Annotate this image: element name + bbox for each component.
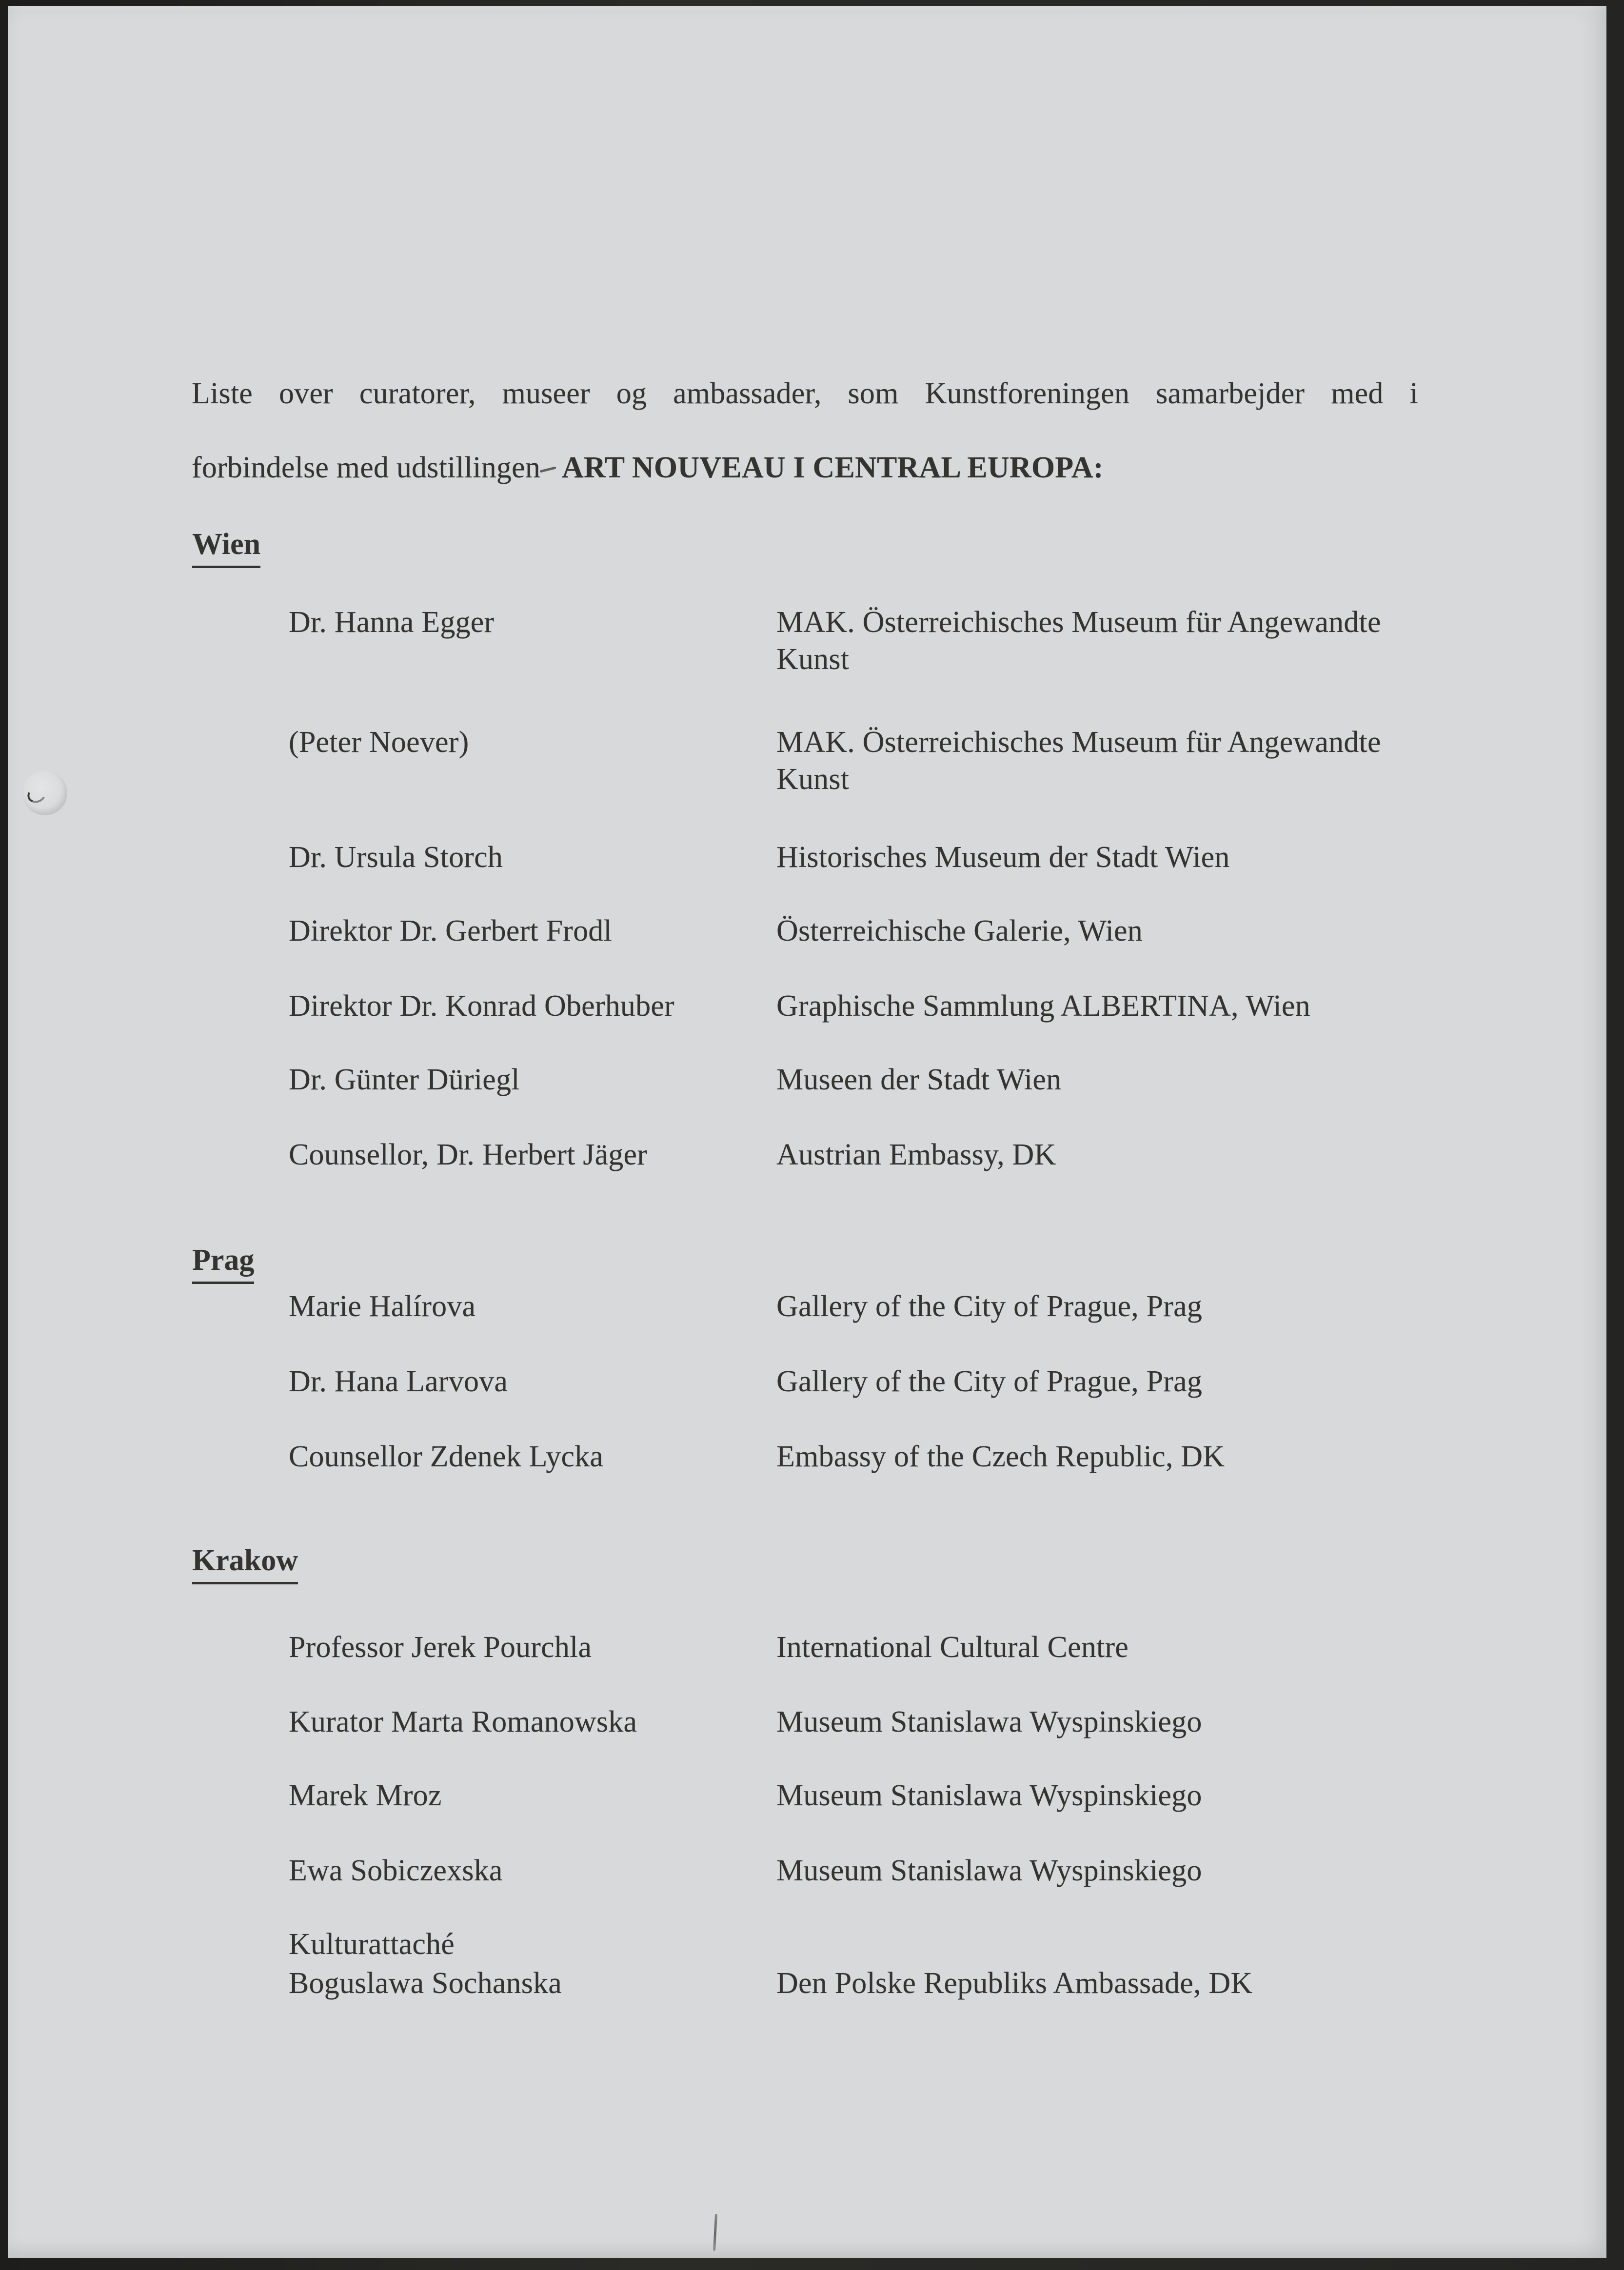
entry-name: Dr. Hana Larvova: [289, 1365, 508, 1398]
entry-name: Marie Halírova: [289, 1290, 476, 1323]
section-heading-krakow: Krakow: [192, 1542, 298, 1584]
entry-org: International Cultural Centre: [776, 1631, 1129, 1664]
entry-org: MAK. Österreichisches Museum für Angewandte Kunst: [776, 726, 1381, 796]
entry-org: Historisches Museum der Stadt Wien: [776, 841, 1230, 874]
intro-line-2: [192, 449, 1418, 486]
section-heading-wien: Wien: [192, 526, 260, 568]
pen-mark: [540, 466, 556, 473]
entry-org: Embassy of the Czech Republic, DK: [776, 1440, 1225, 1473]
entry-org: Gallery of the City of Prague, Prag: [776, 1290, 1203, 1323]
entry-org: Austrian Embassy, DK: [776, 1138, 1056, 1171]
entry-org: Den Polske Republiks Ambassade, DK: [776, 1967, 1253, 2000]
entry-org: Museum Stanislawa Wyspinskiego: [776, 1705, 1202, 1738]
intro-line-1: Liste over curatorer, museer og ambassader, som Kunstforeningen samarbejder med i: [192, 377, 1418, 410]
entry-name: Professor Jerek Pourchla: [289, 1631, 592, 1664]
entry-org: Museum Stanislawa Wyspinskiego: [776, 1779, 1202, 1812]
section-heading-prag: Prag: [192, 1242, 254, 1284]
entry-name: Dr. Ursula Storch: [289, 841, 503, 874]
entry-name: Direktor Dr. Konrad Oberhuber: [289, 989, 674, 1023]
entry-name: (Peter Noever): [289, 726, 469, 759]
entry-name: Kurator Marta Romanowska: [289, 1705, 637, 1738]
entry-name: Marek Mroz: [289, 1779, 442, 1812]
entry-name: Dr. Günter Düriegl: [289, 1063, 520, 1096]
entry-name-line-1: Kulturattaché: [289, 1928, 455, 1961]
intro-paragraph: [192, 338, 1418, 523]
entry-name-line-2: Boguslawa Sochanska: [289, 1967, 562, 2000]
entry-org: Museum Stanislawa Wyspinskiego: [776, 1854, 1202, 1887]
pen-stroke-mark: [713, 2214, 717, 2251]
entry-name: Direktor Dr. Gerbert Frodl: [289, 914, 612, 947]
entry-org: MAK. Österreichisches Museum für Angewandte Kunst: [776, 606, 1381, 676]
entry-name: Ewa Sobiczexska: [289, 1854, 503, 1887]
entry-name: Counsellor, Dr. Herbert Jäger: [289, 1138, 648, 1171]
entry-org: Museen der Stadt Wien: [776, 1063, 1062, 1096]
paper-hole-mark: [22, 770, 67, 815]
paper: [8, 6, 1606, 2258]
entry-org: Gallery of the City of Prague, Prag: [776, 1365, 1203, 1398]
entry-name: Counsellor Zdenek Lycka: [289, 1440, 604, 1473]
intro-line-2-text: forbindelse med udstillingen: [192, 451, 541, 484]
entry-name: Dr. Hanna Egger: [289, 606, 495, 639]
entry-org: Graphische Sammlung ALBERTINA, Wien: [776, 989, 1310, 1023]
exhibition-title: ART NOUVEAU I CENTRAL EUROPA:: [562, 451, 1104, 484]
entry-org: Österreichische Galerie, Wien: [776, 914, 1143, 947]
